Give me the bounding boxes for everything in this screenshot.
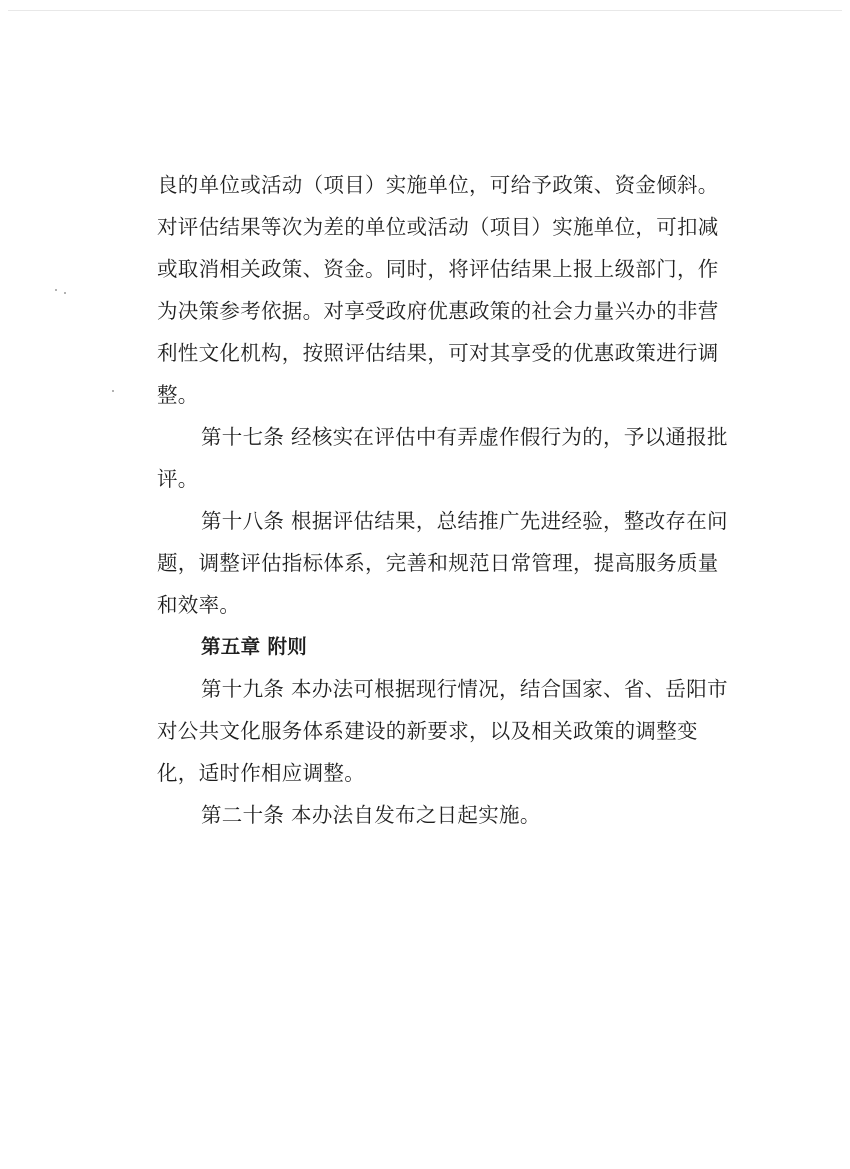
- text-line: 为决策参考依据。对享受政府优惠政策的社会力量兴办的非营: [157, 299, 719, 323]
- text-line: 或取消相关政策、资金。同时，将评估结果上报上级部门，作: [157, 257, 719, 281]
- scan-speck: [112, 390, 114, 392]
- text-line: 对公共文化服务体系建设的新要求，以及相关政策的调整变: [157, 719, 698, 743]
- document-body: [157, 164, 777, 836]
- text-line: 化，适时作相应调整。: [157, 761, 365, 785]
- text-line: 整。: [157, 383, 199, 407]
- text-line: 和效率。: [157, 593, 241, 617]
- article-17: 第十七条 经核实在评估中有弄虚作假行为的，予以通报批: [201, 425, 728, 449]
- article-18: 第十八条 根据评估结果，总结推广先进经验，整改存在问: [201, 509, 728, 533]
- scan-speck: [55, 289, 57, 291]
- scan-top-edge: [8, 10, 842, 11]
- text-line: 利性文化机构，按照评估结果，可对其享受的优惠政策进行调: [157, 341, 719, 365]
- text-line: 对评估结果等次为差的单位或活动（项目）实施单位，可扣减: [157, 215, 719, 239]
- article-19: 第十九条 本办法可根据现行情况，结合国家、省、岳阳市: [201, 677, 728, 701]
- text-line: 良的单位或活动（项目）实施单位，可给予政策、资金倾斜。: [157, 173, 719, 197]
- article-20: 第二十条 本办法自发布之日起实施。: [201, 803, 541, 827]
- scan-speck: [64, 292, 66, 294]
- text-line: 评。: [157, 467, 199, 491]
- text-line: 题，调整评估指标体系，完善和规范日常管理，提高服务质量: [157, 551, 719, 575]
- chapter-5-heading: 第五章 附则: [201, 635, 308, 658]
